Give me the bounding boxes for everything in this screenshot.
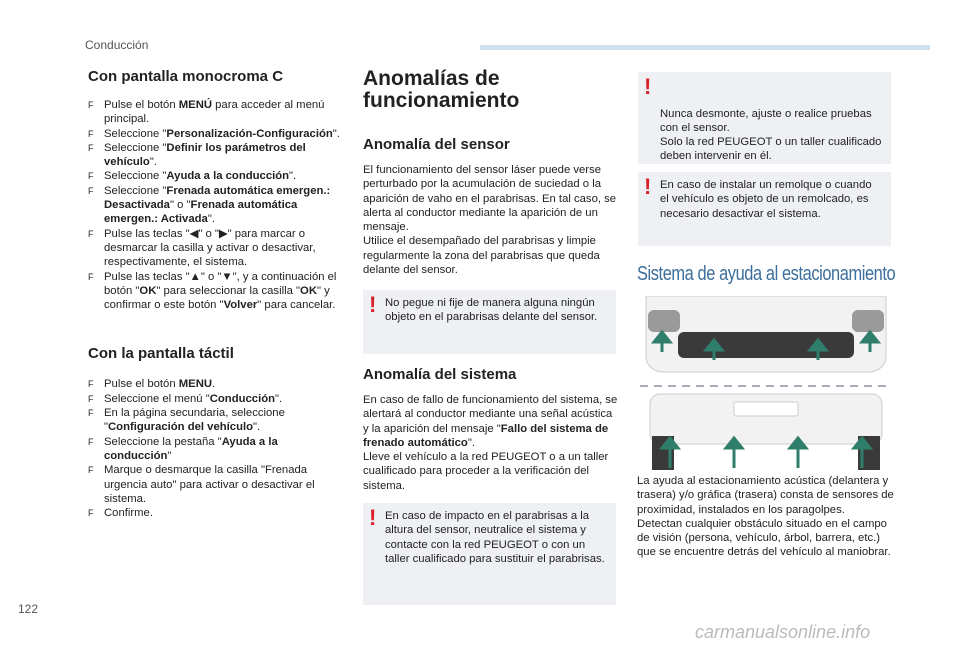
- warning-icon: !: [644, 174, 652, 199]
- parking-section: [637, 474, 895, 560]
- list-item: F En la página secundaria, seleccione "Configuración del vehículo".: [88, 407, 285, 434]
- middle-column: [363, 68, 618, 277]
- bullet-marker: F: [88, 408, 94, 419]
- left-column: [88, 68, 343, 520]
- warning-box-sensor: [363, 290, 616, 354]
- warning-icon: !: [369, 505, 377, 530]
- list-item: F Seleccione "Ayuda a la conducción".: [88, 170, 297, 183]
- bullet-marker: F: [88, 465, 94, 476]
- touch-title: Con la pantalla táctil: [88, 345, 234, 363]
- list-item: F Seleccione "Personalización-Configuración".: [88, 127, 340, 140]
- system-text: En caso de fallo de funcionamiento del sistema, se alertará al conductor mediante una señal acústica y la aparición del mensaje "Fallo del sistema de frenado automático". Lleve el vehículo a la red PEUGEOT o a un taller cualificado para proceder a la verificación del sistema.: [363, 394, 618, 492]
- sensor-text: El funcionamiento del sensor láser puede verse perturbado por la acumulación de suciedad o la aparición de vaho en el parabrisas. En tal caso, se alerta al conductor mediante la aparición de un mensaje. Utilice el desempañado del parabrisas y limpie regularmente la zona del parabrisas que queda delante del sensor.: [363, 164, 617, 277]
- warning-box-impact: [363, 503, 616, 605]
- list-item: F Marque o desmarque la casilla "Frenada urgencia auto" para activar o desactivar el sistema.: [88, 464, 315, 505]
- list-item: F Seleccione "Frenada automática emergen.: Desactivada" o "Frenada automática emergen.: Activada".: [88, 184, 331, 226]
- watermark: carmanualsonline.info: [695, 622, 871, 642]
- system-title: Anomalía del sistema: [363, 366, 517, 383]
- anomalies-title: Anomalías de funcionamiento: [363, 67, 520, 112]
- parking-text: La ayuda al estacionamiento acústica (delantera y trasera) y/o gráfica (trasera) consta de sensores de proximidad, instalados en los paragolpes. Detectan cualquier obstáculo situado en el campo de visión (persona, vehículo, árbol, barrera, etc.) que se encuentre detrás del vehículo al maniobrar.: [637, 475, 894, 559]
- page-number: 122: [18, 602, 39, 616]
- bullet-marker: F: [88, 271, 94, 282]
- list-item: F Pulse las teclas "◀" o "▶" para marcar o desmarcar la casilla y activar o desactivar, respectivamente, el sistema.: [88, 227, 316, 269]
- mono-title: Con pantalla monocroma C: [88, 68, 284, 85]
- bullet-marker: F: [88, 228, 94, 239]
- warning-icon: !: [369, 292, 377, 317]
- warning-text: No pegue ni fije de manera alguna ningún objeto en el parabrisas delante del sensor.: [385, 297, 598, 324]
- bullet-marker: F: [88, 128, 94, 139]
- list-item: F Confirme.: [88, 507, 153, 520]
- parking-sensors-illustration: [638, 296, 894, 472]
- touch-steps: [88, 377, 343, 520]
- warning-icon: !: [644, 74, 652, 99]
- list-item: F Seleccione el menú "Conducción".: [88, 392, 283, 405]
- front-grille: [678, 332, 854, 358]
- warning-text: Nunca desmonte, ajuste o realice pruebas con el sensor. Solo la red PEUGEOT o un taller cualificado deben intervenir en él.: [660, 107, 882, 163]
- bullet-marker: F: [88, 100, 94, 110]
- left-headlight: [648, 310, 680, 332]
- warning-box-sensor-tamper: [638, 72, 891, 164]
- bullet-marker: F: [88, 508, 94, 519]
- list-item: F Seleccione "Definir los parámetros del vehículo".: [88, 141, 306, 169]
- mono-steps: [88, 98, 343, 312]
- bullet-marker: F: [88, 142, 94, 153]
- list-item: F Pulse el botón MENÚ para acceder al menú principal.: [88, 99, 325, 126]
- system-section: [363, 366, 618, 493]
- list-item: F Pulse las teclas "▲" o "▼", y a continuación el botón "OK" para seleccionar la casilla "OK" y confirmar o este botón "Volver" para cancelar.: [88, 270, 337, 312]
- bullet-marker: F: [88, 379, 94, 390]
- right-headlight: [852, 310, 884, 332]
- bullet-marker: F: [88, 393, 94, 404]
- warning-text: En caso de instalar un remolque o cuando el vehículo es objeto de un remolcado, es necesario desactivar el sistema.: [660, 179, 872, 220]
- warning-text: En caso de impacto en el parabrisas a la altura del sensor, neutralice el sistema y contacte con la red PEUGEOT o con un taller cualificado para sustituir el parabrisas.: [385, 510, 605, 565]
- bullet-marker: F: [88, 171, 94, 182]
- sensor-title: Anomalía del sensor: [363, 136, 510, 153]
- warning-box-trailer: [638, 172, 891, 246]
- list-item: F Seleccione la pestaña "Ayuda a la conducción": [88, 435, 278, 462]
- bullet-marker: F: [88, 436, 94, 447]
- parking-title-wrap: [637, 263, 937, 286]
- parking-title: Sistema de ayuda al estacionamiento: [637, 263, 896, 285]
- license-plate: [734, 402, 798, 416]
- header-bar: [480, 45, 930, 50]
- bullet-marker: F: [88, 185, 94, 196]
- section-header: Conducción: [85, 38, 149, 52]
- list-item: F Pulse el botón MENU.: [88, 378, 216, 391]
